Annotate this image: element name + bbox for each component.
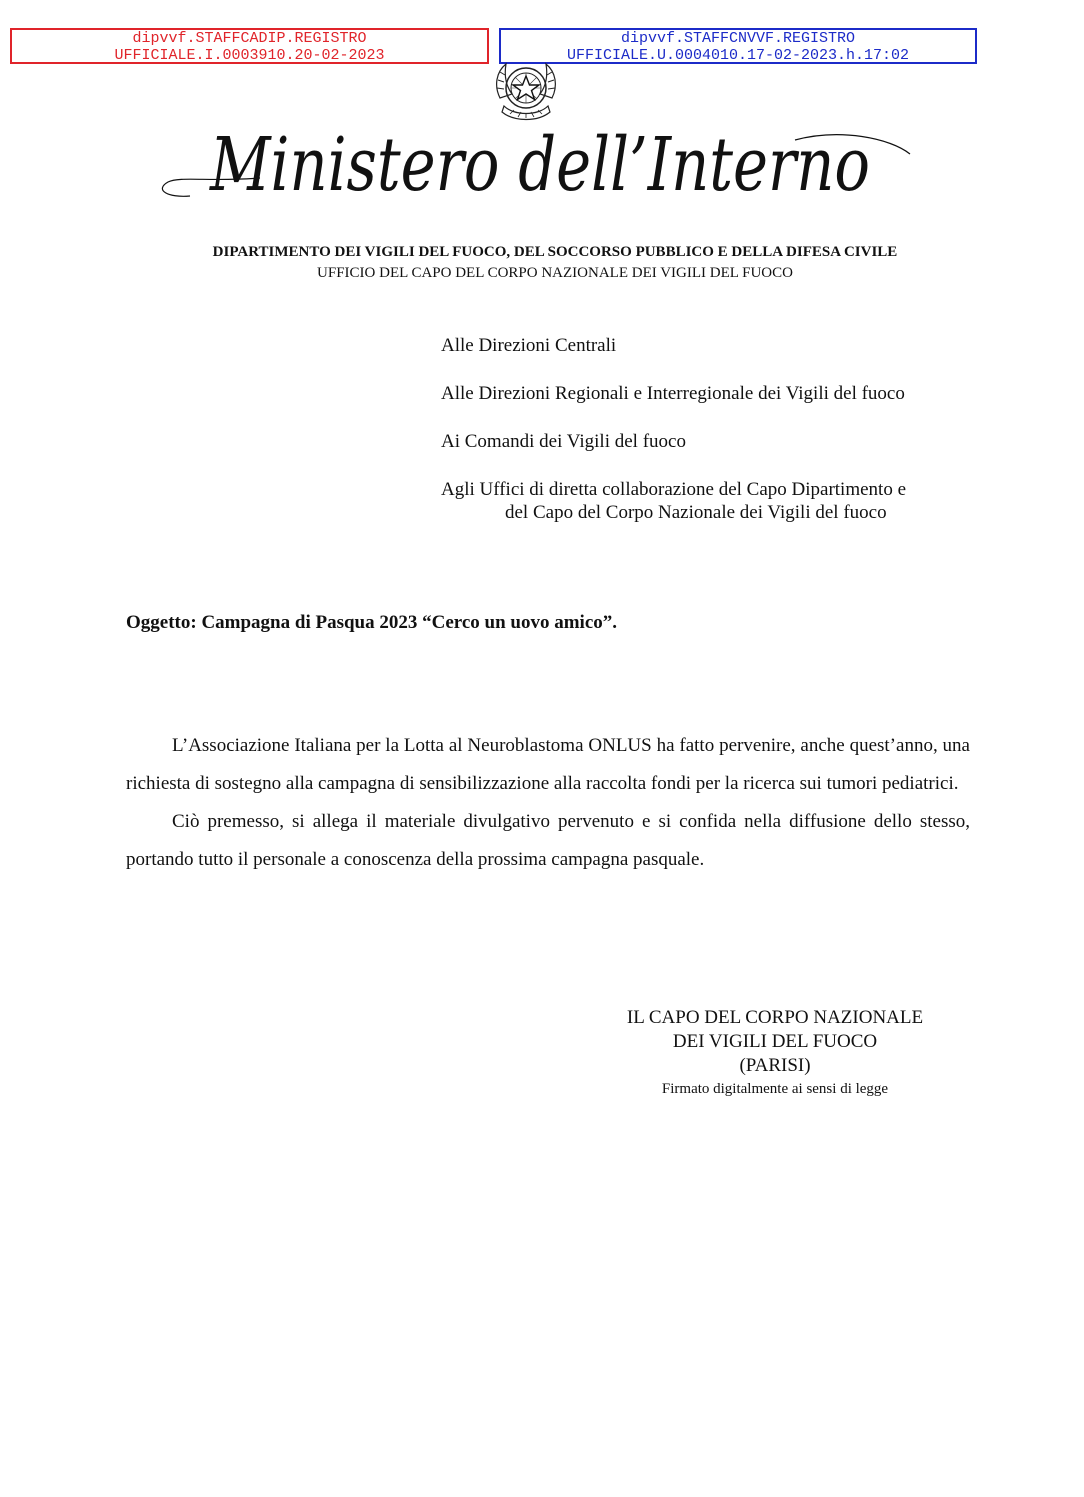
office-heading: UFFICIO DEL CAPO DEL CORPO NAZIONALE DEI VIGILI DEL FUOCO [317, 265, 793, 281]
recipient-line: Alle Direzioni Regionali e Interregionale dei Vigili del fuoco [441, 383, 905, 404]
recipient-line: Alle Direzioni Centrali [441, 335, 617, 356]
ministry-name: Ministero dell’Interno [208, 122, 870, 208]
stamp-line-1: dipvvf.STAFFCNVVF.REGISTRO [620, 30, 856, 47]
recipient-item [441, 478, 1001, 524]
signatory-title-1: IL CAPO DEL CORPO NAZIONALE [626, 1007, 924, 1028]
signatory-title-2: DEI VIGILI DEL FUOCO [672, 1031, 878, 1052]
signatory-name: (PARISI) [739, 1055, 811, 1076]
recipient-item [441, 382, 1001, 405]
recipient-line: Ai Comandi dei Vigili del fuoco [441, 431, 686, 452]
body-paragraph: Ciò premesso, si allega il materiale divulgativo pervenuto e si confida nella diffusione dello stesso, portando tutto il personale a conoscenza della prossima campagna pasquale. [126, 811, 970, 870]
ministry-name-calligraphy [150, 108, 920, 208]
department-heading: DIPARTIMENTO DEI VIGILI DEL FUOCO, DEL SOCCORSO PUBBLICO E DELLA DIFESA CIVILE [212, 244, 898, 260]
recipient-list [441, 334, 1001, 549]
recipient-item [441, 430, 1001, 453]
stamp-line-1: dipvvf.STAFFCADIP.REGISTRO [132, 30, 367, 47]
protocol-stamp-outgoing [499, 28, 977, 64]
stamp-line-2: UFFICIALE.I.0003910.20-02-2023 [114, 47, 385, 64]
protocol-stamp-incoming [10, 28, 489, 64]
stamp-line-2: UFFICIALE.U.0004010.17-02-2023.h.17:02 [566, 47, 910, 64]
recipient-line-continuation: del Capo del Corpo Nazionale dei Vigili del fuoco [505, 502, 887, 523]
signature-block [590, 1006, 960, 1100]
recipient-item [441, 334, 1001, 357]
recipient-line: Agli Uffici di diretta collaborazione del Capo Dipartimento e [441, 479, 906, 500]
letter-body [126, 727, 970, 879]
body-paragraph: L’Associazione Italiana per la Lotta al Neuroblastoma ONLUS ha fatto pervenire, anche quest’anno, una richiesta di sostegno alla campagna di sensibilizzazione alla raccolta fondi per la ricerca sui tumori pediatrici. [126, 735, 970, 794]
digital-signature-note: Firmato digitalmente ai sensi di legge [661, 1081, 889, 1097]
subject-line: Oggetto: Campagna di Pasqua 2023 “Cerco un uovo amico”. [126, 612, 618, 633]
